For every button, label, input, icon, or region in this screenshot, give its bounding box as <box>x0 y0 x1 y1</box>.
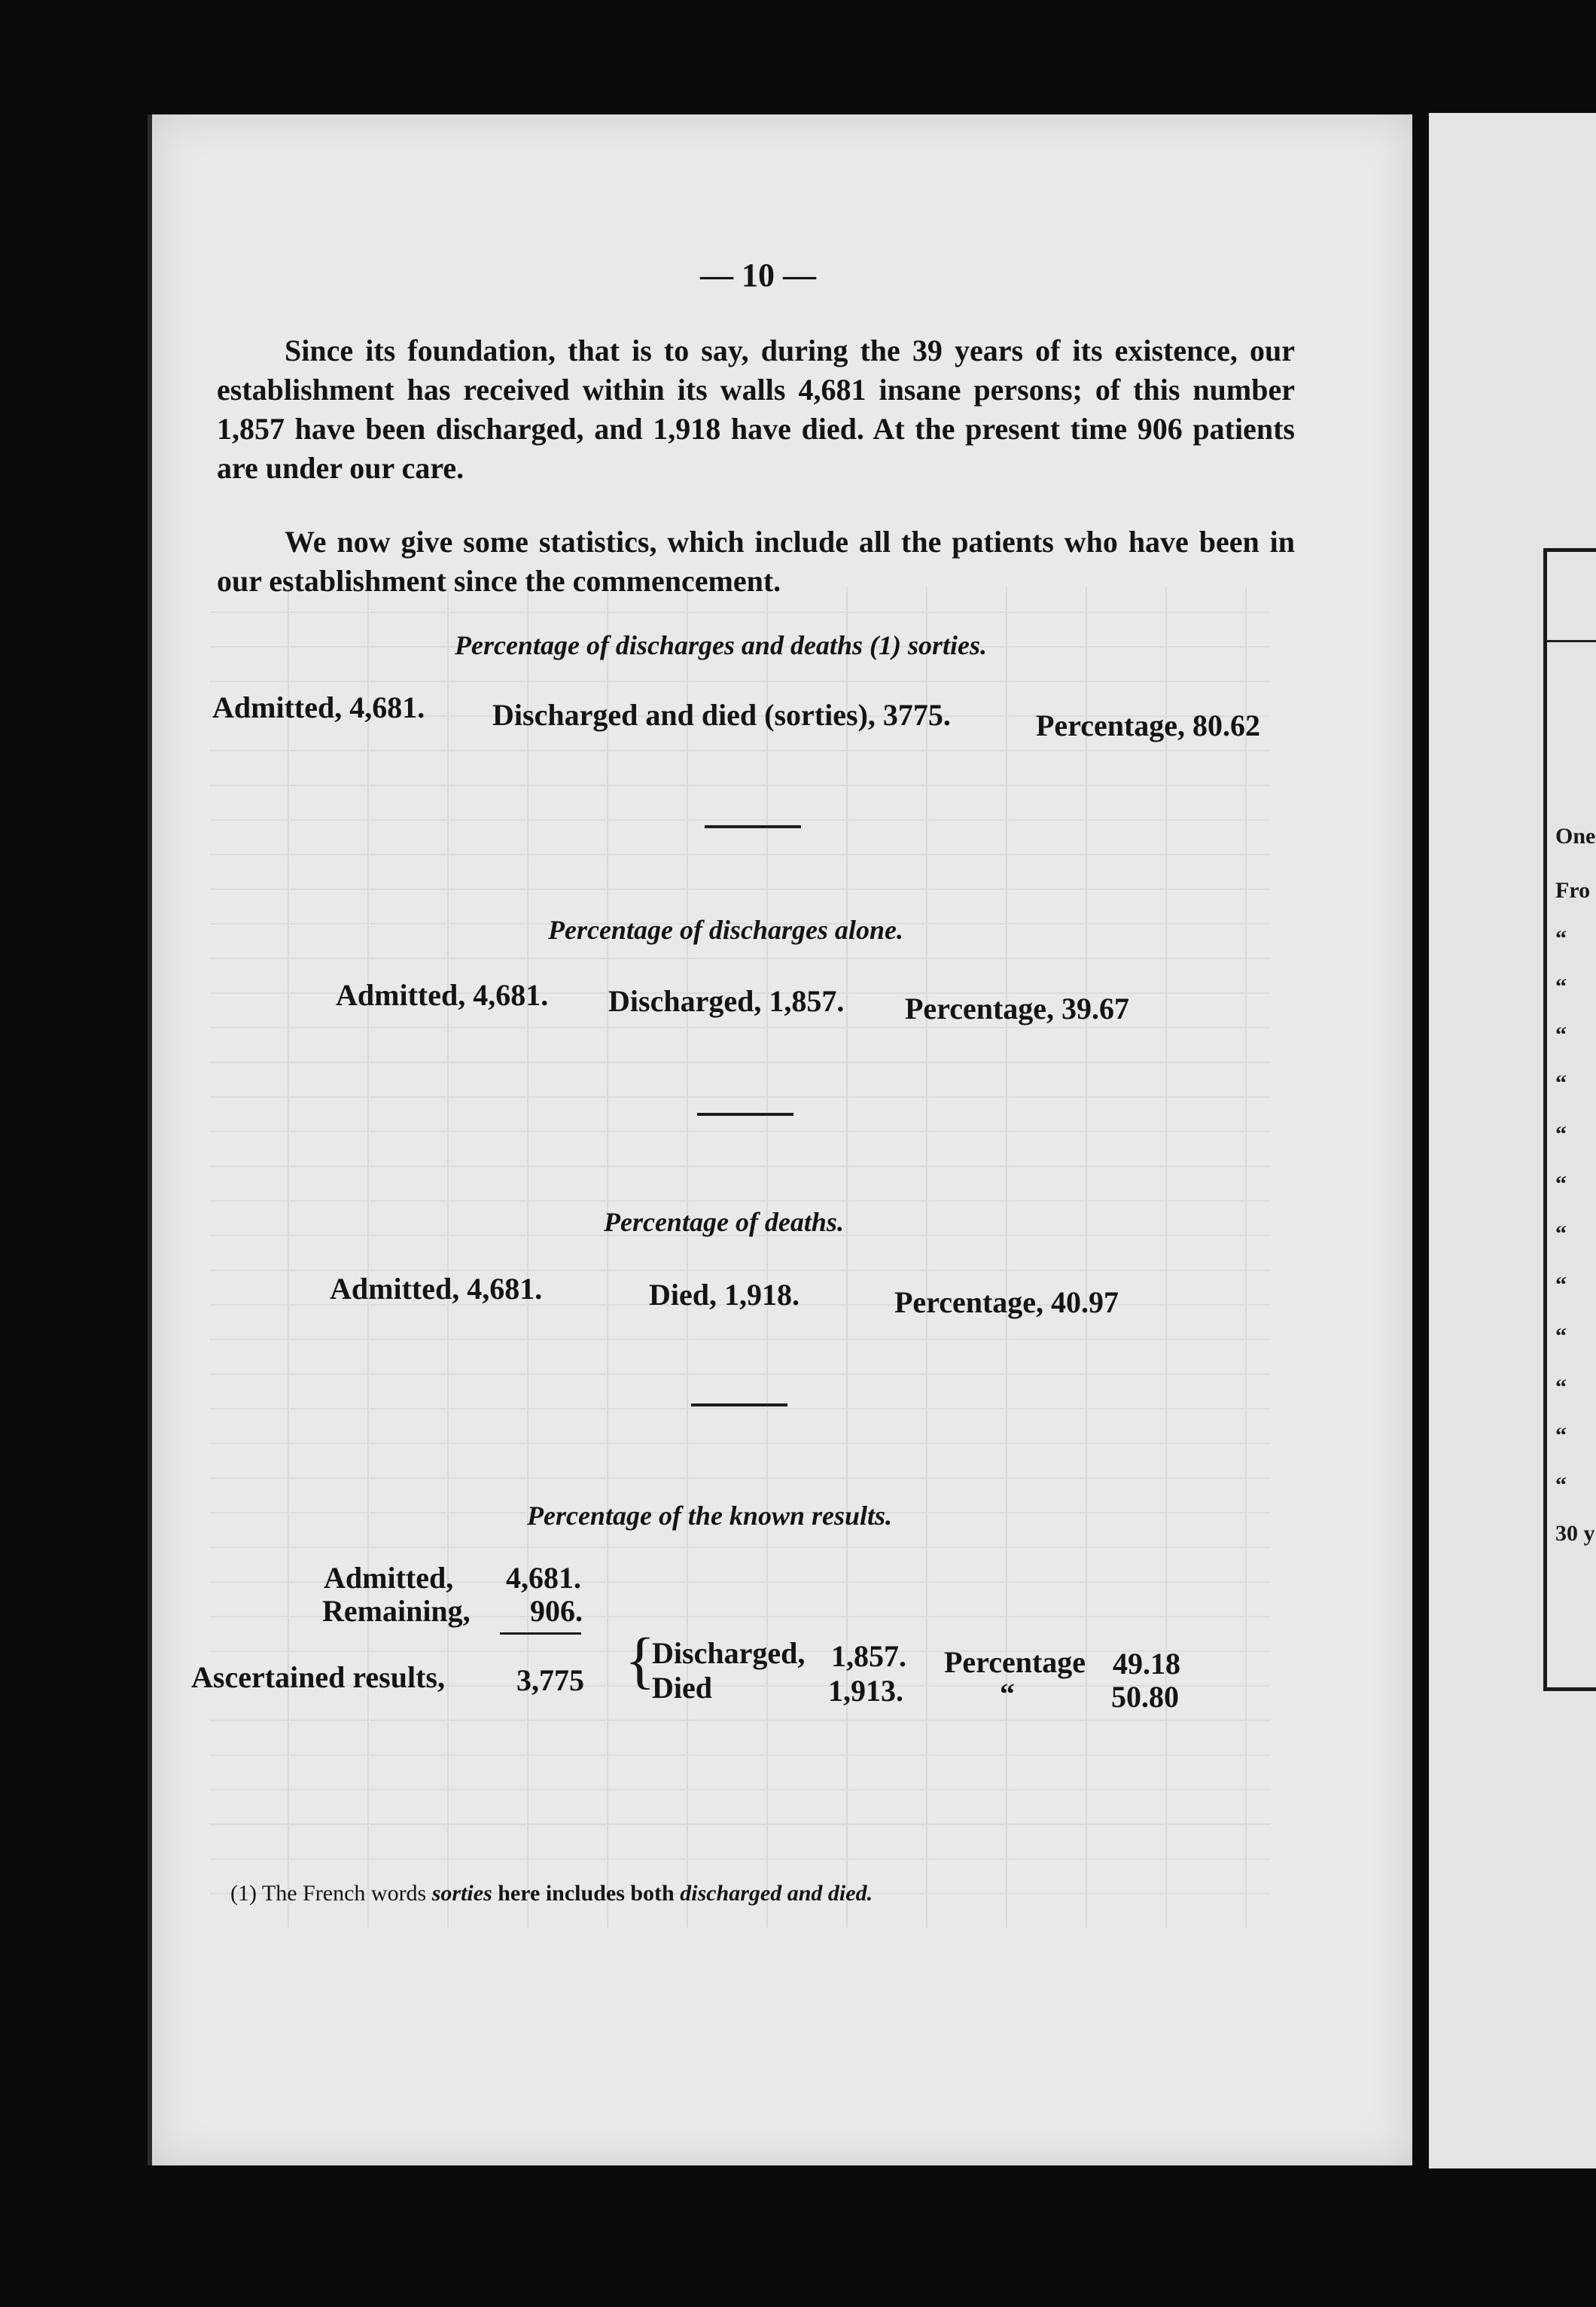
adjacent-page-fragment: “ <box>1555 1324 1567 1349</box>
adjacent-page-fragment: “ <box>1555 1122 1567 1147</box>
section-divider <box>705 825 801 828</box>
remaining-label: Remaining, <box>322 1594 471 1628</box>
section2-admitted: Admitted, 4,681. <box>336 978 549 1012</box>
adjacent-page-table-frame <box>1543 548 1596 1691</box>
adjacent-page-fragment: “ <box>1555 1423 1567 1448</box>
adjacent-page-fragment: Fro <box>1555 878 1591 903</box>
statistics-paragraph <box>217 523 1295 601</box>
adjacent-page-fragment: “ <box>1555 1221 1567 1246</box>
show-through-table <box>209 587 1271 1928</box>
discharged-label: Discharged, <box>652 1636 806 1670</box>
discharged-value: 1,857. <box>831 1639 906 1673</box>
intro-paragraph <box>217 331 1295 488</box>
adjacent-page-fragment: “ <box>1555 1473 1567 1498</box>
died-value: 1,913. <box>828 1674 903 1708</box>
section1-percentage: Percentage, 80.62 <box>1036 709 1261 742</box>
footnote-term: sorties <box>431 1881 492 1906</box>
footnote-text-b: here includes both <box>498 1881 675 1906</box>
adjacent-page-fragment: “ <box>1555 1022 1567 1047</box>
footnote-marker: (1) <box>230 1881 257 1906</box>
discharged-percentage: 49.18 <box>1113 1647 1180 1681</box>
adjacent-page-table-rule <box>1547 640 1596 642</box>
section3-percentage: Percentage, 40.97 <box>894 1285 1119 1319</box>
footnote <box>230 1881 873 1906</box>
adjacent-page-fragment: 30 y <box>1555 1521 1595 1546</box>
died-label: Died <box>652 1671 712 1705</box>
section-heading-known-results: Percentage of the known results. <box>527 1501 893 1531</box>
section2-outcome: Discharged, 1,857. <box>608 984 845 1018</box>
ascertained-label: Ascertained results, <box>191 1660 445 1694</box>
adjacent-page-fragment: “ <box>1555 1172 1567 1196</box>
adjacent-page-fragment: “ <box>1555 1375 1567 1400</box>
brace-glyph: { <box>625 1626 656 1696</box>
statistics-paragraph-text: We now give some statistics, which include all the patients who have been in our establishment since the commencement. <box>217 525 1295 598</box>
adjacent-page-fragment: One <box>1555 824 1596 849</box>
footnote-text-a: The French words <box>261 1881 427 1906</box>
section-heading-discharges-alone: Percentage of discharges alone. <box>548 915 903 945</box>
remaining-value: 906. <box>530 1594 583 1628</box>
section-divider <box>697 1113 793 1116</box>
adjacent-page-fragment: “ <box>1555 1071 1567 1096</box>
sum-rule <box>500 1632 581 1635</box>
adjacent-page-fragment: “ <box>1555 926 1567 951</box>
section1-admitted: Admitted, 4,681. <box>212 690 425 724</box>
section-divider <box>691 1403 787 1406</box>
section-heading-discharges-deaths: Percentage of discharges and deaths (1) sorties. <box>455 630 987 660</box>
died-percentage: 50.80 <box>1111 1680 1179 1714</box>
section1-outcome: Discharged and died (sorties), 3775. <box>492 698 951 732</box>
admitted-value: 4,681. <box>506 1561 581 1595</box>
section-heading-deaths: Percentage of deaths. <box>604 1207 844 1237</box>
section3-outcome: Died, 1,918. <box>649 1278 800 1312</box>
ascertained-value: 3,775 <box>516 1663 584 1697</box>
adjacent-page-fragment: “ <box>1555 974 1567 999</box>
adjacent-page-fragment: “ <box>1555 1272 1567 1297</box>
page-number: — 10 — <box>700 257 816 294</box>
footnote-term2: discharged and died. <box>680 1881 873 1906</box>
percentage-label: Percentage <box>944 1645 1086 1679</box>
ditto-mark: “ <box>1000 1677 1015 1711</box>
intro-paragraph-text: Since its foundation, that is to say, during the 39 years of its existence, our establishment has received within its walls 4,681 insane persons; of this number 1,857 have been discharged, and 1,918 have died. At the present time 906 patients are under our care. <box>217 334 1295 485</box>
section3-admitted: Admitted, 4,681. <box>330 1272 543 1306</box>
section2-percentage: Percentage, 39.67 <box>905 992 1130 1026</box>
admitted-label: Admitted, <box>324 1561 454 1595</box>
